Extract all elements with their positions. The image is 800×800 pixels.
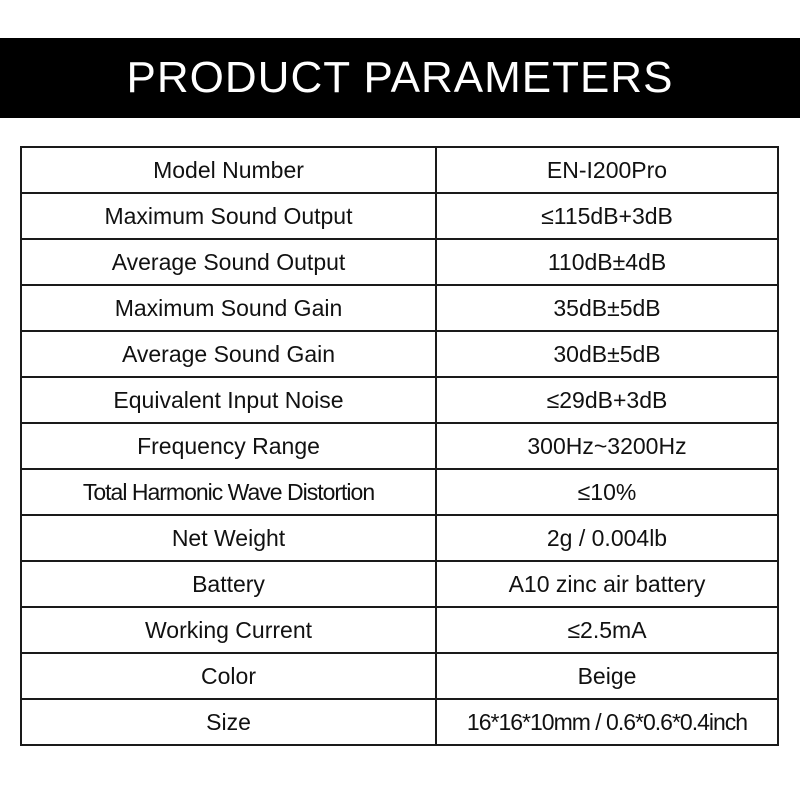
parameter-label: Total Harmonic Wave Distortion bbox=[21, 469, 436, 515]
table-row bbox=[21, 515, 778, 561]
table-row bbox=[21, 147, 778, 193]
table-row bbox=[21, 377, 778, 423]
table-row bbox=[21, 469, 778, 515]
parameter-value: Beige bbox=[436, 653, 778, 699]
table-row bbox=[21, 653, 778, 699]
parameter-label: Frequency Range bbox=[21, 423, 436, 469]
table-row bbox=[21, 239, 778, 285]
parameter-value: ≤29dB+3dB bbox=[436, 377, 778, 423]
table-row bbox=[21, 285, 778, 331]
parameter-label: Size bbox=[21, 699, 436, 745]
parameter-label: Color bbox=[21, 653, 436, 699]
table-row bbox=[21, 423, 778, 469]
parameter-value: 30dB±5dB bbox=[436, 331, 778, 377]
parameter-value: 35dB±5dB bbox=[436, 285, 778, 331]
table-row bbox=[21, 561, 778, 607]
parameter-label: Net Weight bbox=[21, 515, 436, 561]
parameter-value: EN-I200Pro bbox=[436, 147, 778, 193]
parameter-value: ≤10% bbox=[436, 469, 778, 515]
parameter-label: Maximum Sound Gain bbox=[21, 285, 436, 331]
parameter-label: Model Number bbox=[21, 147, 436, 193]
table-row bbox=[21, 193, 778, 239]
parameters-table bbox=[20, 146, 779, 746]
table-row bbox=[21, 607, 778, 653]
table-row bbox=[21, 331, 778, 377]
parameter-label: Battery bbox=[21, 561, 436, 607]
table-row bbox=[21, 699, 778, 745]
parameter-value: 110dB±4dB bbox=[436, 239, 778, 285]
page-title: PRODUCT PARAMETERS bbox=[126, 53, 674, 102]
title-banner bbox=[0, 38, 800, 118]
parameter-label: Maximum Sound Output bbox=[21, 193, 436, 239]
parameter-value: 300Hz~3200Hz bbox=[436, 423, 778, 469]
parameter-label: Equivalent Input Noise bbox=[21, 377, 436, 423]
parameter-value: 16*16*10mm / 0.6*0.6*0.4inch bbox=[436, 699, 778, 745]
parameter-label: Average Sound Gain bbox=[21, 331, 436, 377]
parameter-value: ≤115dB+3dB bbox=[436, 193, 778, 239]
parameter-value: A10 zinc air battery bbox=[436, 561, 778, 607]
parameter-label: Working Current bbox=[21, 607, 436, 653]
parameter-value: ≤2.5mA bbox=[436, 607, 778, 653]
parameter-value: 2g / 0.004lb bbox=[436, 515, 778, 561]
parameter-label: Average Sound Output bbox=[21, 239, 436, 285]
